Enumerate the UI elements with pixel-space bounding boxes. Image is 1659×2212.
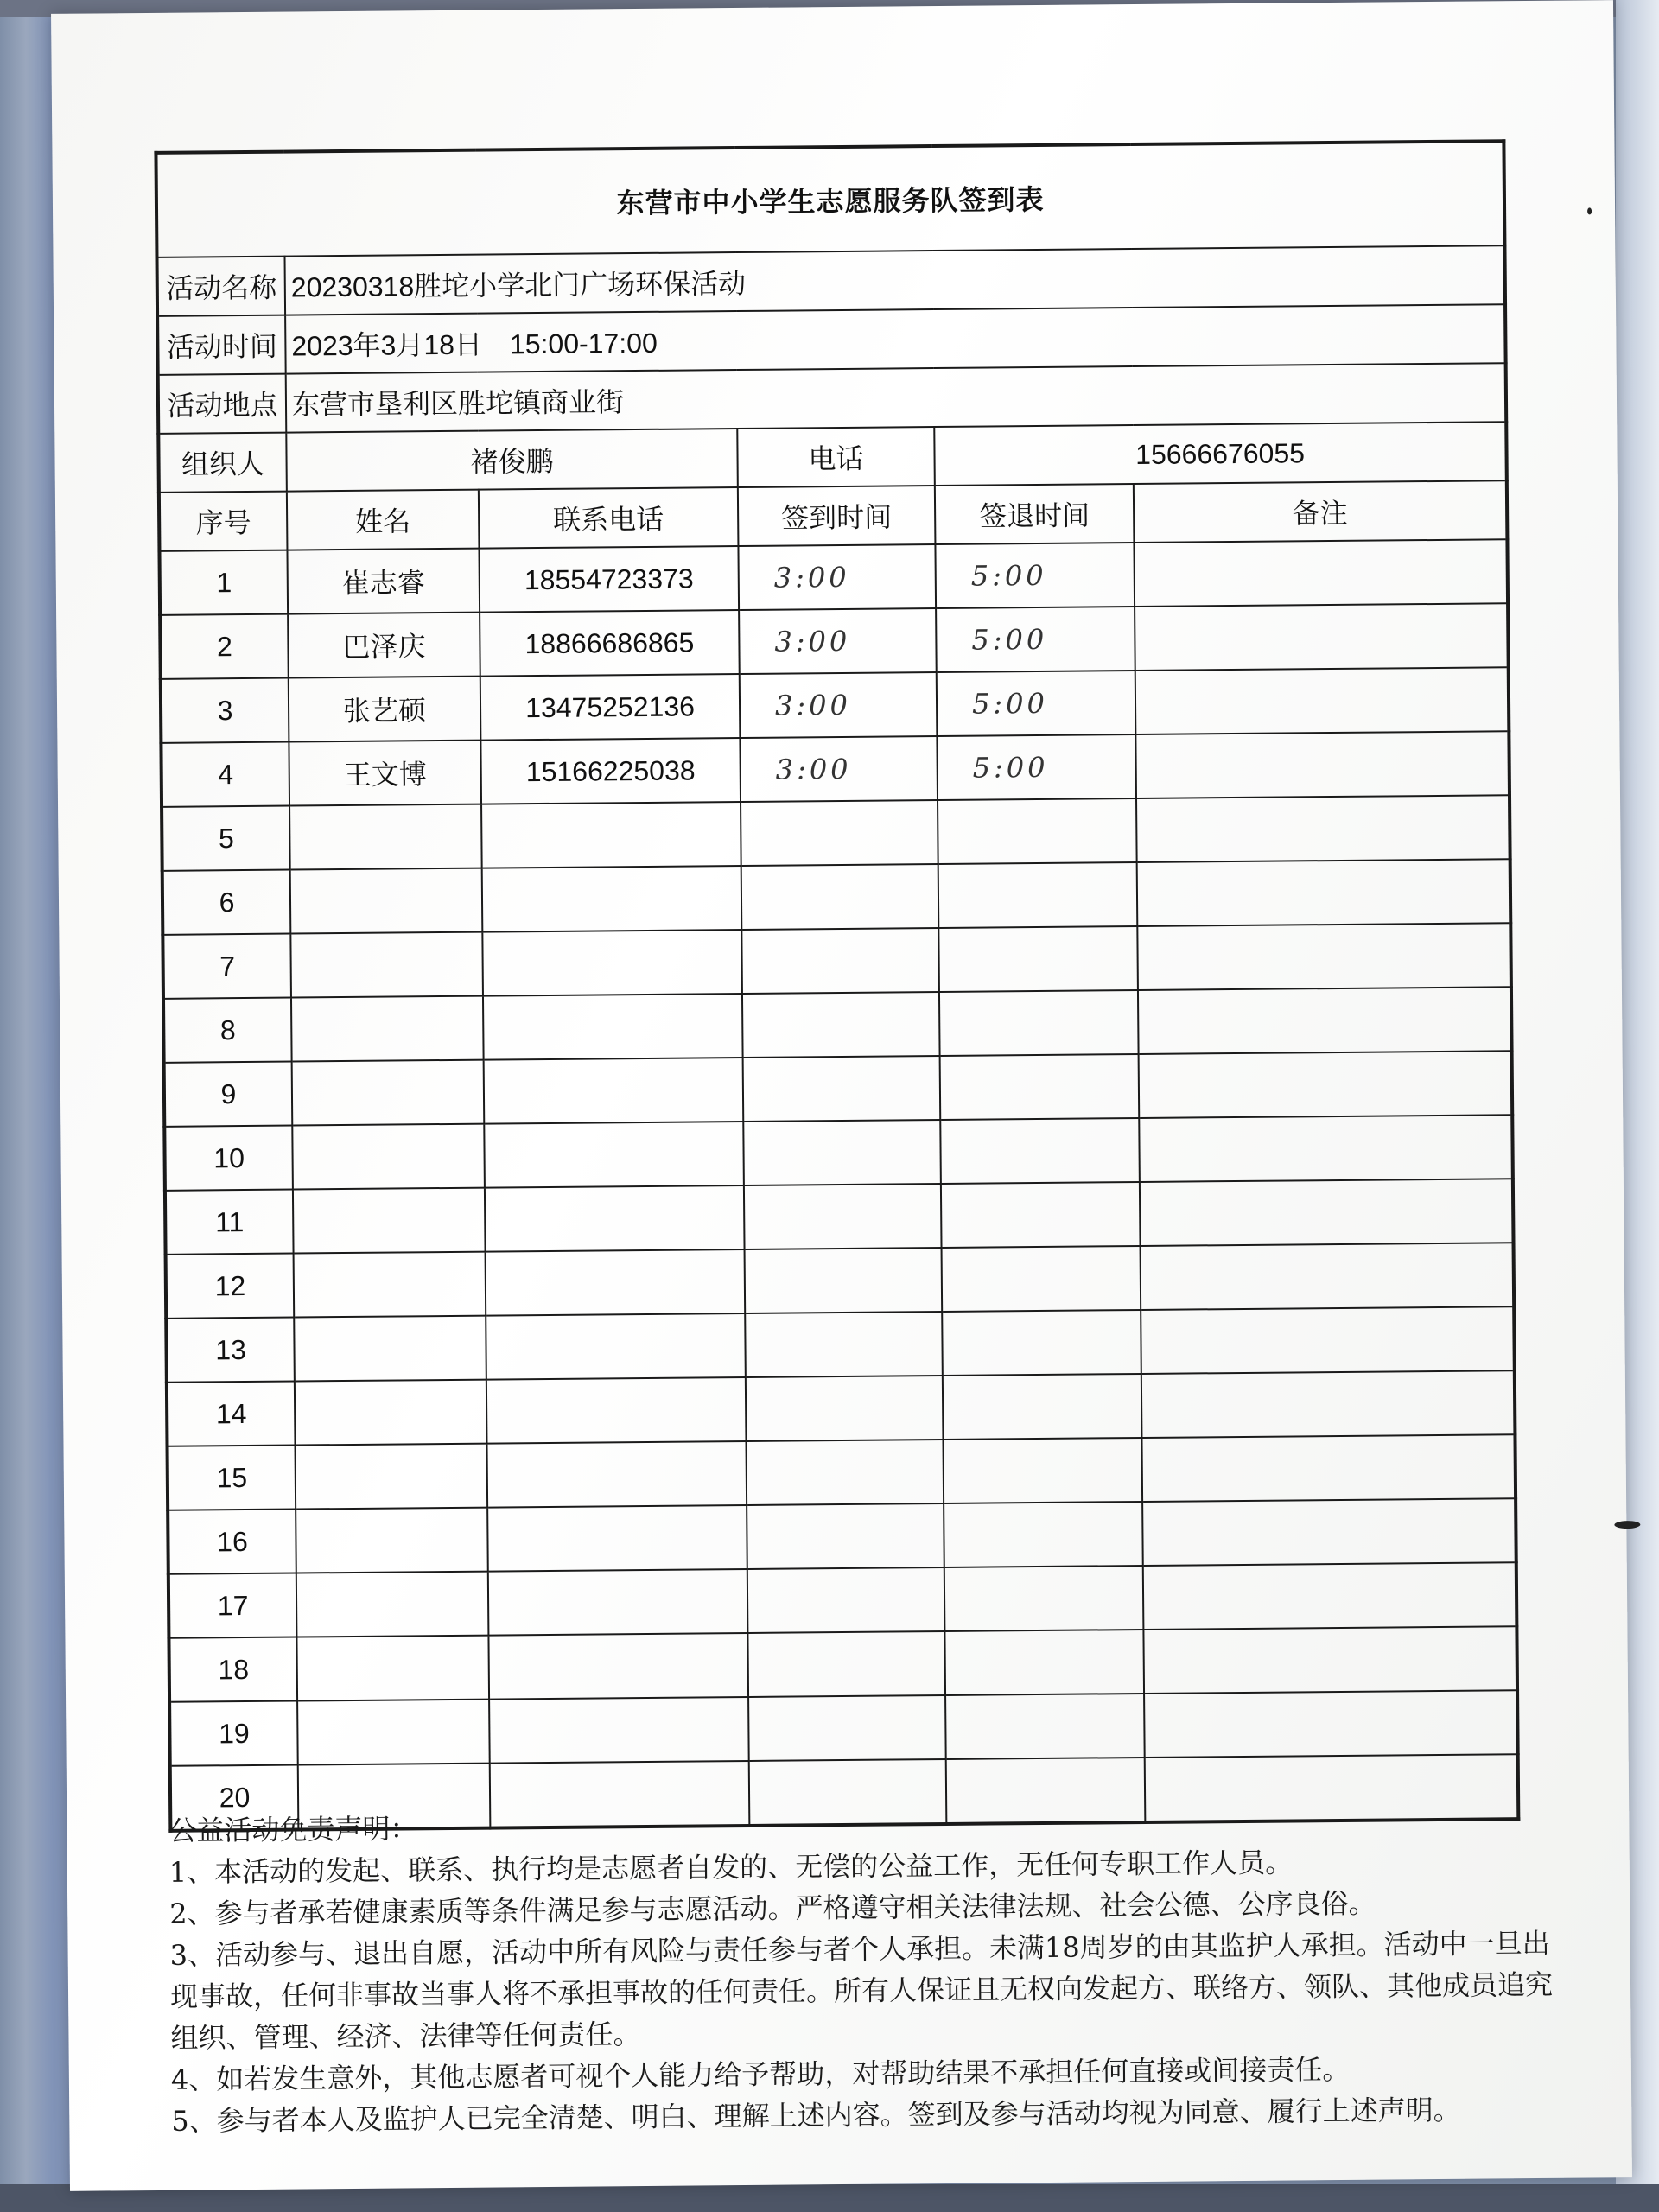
sign-in-time xyxy=(747,1567,945,1633)
sign-out-time xyxy=(942,1246,1141,1312)
disclaimer-item-5: 5、参与者本人及监护人已完全清楚、明白、理解上述内容。签到及参与活动均视为同意、履行上述声明。 xyxy=(171,2093,1461,2138)
activity-name-value: 20230318胜坨小学北门广场环保活动 xyxy=(284,245,1505,315)
column-header-sign-out: 签退时间 xyxy=(935,484,1135,544)
remark xyxy=(1141,1434,1516,1502)
remark xyxy=(1141,1306,1515,1374)
sign-in-time xyxy=(743,1056,941,1122)
remark xyxy=(1139,1115,1513,1182)
sign-in-time xyxy=(745,1248,943,1313)
phone-label: 电话 xyxy=(737,427,935,487)
sign-out-time xyxy=(938,862,1138,928)
row-number: 6 xyxy=(162,870,291,935)
activity-place-value: 东营市垦利区胜坨镇商业街 xyxy=(286,363,1507,432)
row-number: 13 xyxy=(166,1318,295,1382)
sign-in-time xyxy=(742,992,940,1058)
sign-in-time xyxy=(745,1312,943,1377)
activity-time-label: 活动时间 xyxy=(157,315,286,375)
volunteer-phone xyxy=(486,1249,746,1316)
table-row xyxy=(161,731,1510,807)
table-row xyxy=(164,1051,1513,1127)
sign-in-time xyxy=(744,1184,942,1249)
disclaimer-item-4: 4、如若发生意外，其他志愿者可视个人能力给予帮助，对帮助结果不承担任何直接或间接责任。 xyxy=(170,2052,1351,2096)
row-number: 9 xyxy=(164,1062,293,1127)
volunteer-name xyxy=(296,1572,489,1637)
column-header-name: 姓名 xyxy=(287,490,480,550)
sign-in-form xyxy=(154,139,1516,1833)
row-number: 14 xyxy=(167,1382,296,1446)
volunteer-name xyxy=(296,1508,488,1573)
table-row xyxy=(162,923,1511,999)
table-row xyxy=(169,1690,1518,1766)
volunteer-phone xyxy=(486,1313,746,1380)
paper-sheet xyxy=(51,0,1632,2191)
row-number: 3 xyxy=(161,678,289,743)
remark xyxy=(1135,603,1509,671)
sign-out-time xyxy=(940,1118,1140,1184)
volunteer-phone: 18866686865 xyxy=(480,610,740,677)
volunteer-name: 张艺硕 xyxy=(289,677,481,742)
disclaimer-item-1: 1、本活动的发起、联系、执行均是志愿者自发的、无偿的公益工作，无任何专职工作人员。 xyxy=(168,1846,1294,1889)
sign-in-time xyxy=(746,1376,944,1441)
sign-in-time xyxy=(747,1503,944,1569)
volunteer-name xyxy=(290,868,483,934)
sign-in-time xyxy=(747,1631,945,1697)
row-number: 7 xyxy=(162,934,291,999)
volunteer-name xyxy=(290,932,483,998)
paper-speck xyxy=(1587,207,1592,214)
remark xyxy=(1138,987,1512,1054)
organizer-phone-value: 15666676055 xyxy=(934,422,1507,486)
table-row xyxy=(168,1562,1517,1638)
volunteer-phone: 15166225038 xyxy=(480,738,741,804)
volunteer-phone xyxy=(486,1377,747,1444)
volunteer-phone xyxy=(485,1185,745,1252)
table-row xyxy=(163,987,1512,1063)
remark xyxy=(1143,1626,1517,1694)
sign-out-time: 5:00 xyxy=(937,671,1136,736)
column-header-phone: 联系电话 xyxy=(479,487,739,549)
sign-out-time: 5:00 xyxy=(936,607,1135,672)
organizer-value: 褚俊鹏 xyxy=(286,429,738,492)
row-number: 15 xyxy=(168,1446,296,1510)
volunteer-name xyxy=(294,1316,486,1382)
sign-out-time xyxy=(944,1502,1143,1567)
sign-out-time xyxy=(943,1438,1142,1503)
volunteer-phone xyxy=(488,1569,748,1636)
row-number: 10 xyxy=(164,1126,293,1191)
organizer-label: 组织人 xyxy=(158,433,287,493)
sign-in-time: 3:00 xyxy=(738,544,936,610)
volunteer-phone xyxy=(487,1505,747,1572)
sign-out-time xyxy=(943,1374,1142,1440)
table-row xyxy=(160,603,1509,679)
remark xyxy=(1137,859,1511,926)
table-row xyxy=(164,1115,1513,1191)
sign-in-time xyxy=(746,1440,944,1505)
table-row xyxy=(168,1498,1516,1574)
remark xyxy=(1135,731,1510,798)
sign-out-time: 5:00 xyxy=(935,543,1135,608)
activity-name-label: 活动名称 xyxy=(157,257,286,316)
remark xyxy=(1140,1179,1514,1246)
activity-time-value: 2023年3月18日 15:00-17:00 xyxy=(285,304,1506,373)
volunteer-name xyxy=(291,996,484,1062)
volunteer-phone xyxy=(484,1058,744,1124)
volunteer-name xyxy=(292,1060,485,1126)
sign-out-time xyxy=(942,1310,1141,1376)
form-title: 东营市中小学生志愿服务队签到表 xyxy=(156,141,1504,257)
row-number: 2 xyxy=(160,614,289,679)
table-row xyxy=(162,859,1511,935)
volunteer-phone xyxy=(482,866,742,932)
column-header-sign-in: 签到时间 xyxy=(738,486,936,546)
volunteer-name xyxy=(296,1444,488,1510)
volunteer-name: 崔志睿 xyxy=(287,549,480,614)
sign-out-time: 5:00 xyxy=(937,734,1136,800)
row-number: 5 xyxy=(162,806,290,871)
sign-out-time xyxy=(944,1566,1144,1631)
row-number: 1 xyxy=(159,550,288,615)
remark xyxy=(1141,1243,1515,1310)
row-number: 18 xyxy=(168,1637,297,1702)
volunteer-name: 巴泽庆 xyxy=(288,613,480,678)
table-row xyxy=(159,539,1508,615)
sign-out-time xyxy=(939,990,1139,1056)
sign-in-time xyxy=(741,928,939,994)
volunteer-phone xyxy=(483,994,743,1060)
sign-in-time xyxy=(748,1695,946,1761)
row-number: 19 xyxy=(169,1701,298,1766)
table-row xyxy=(166,1306,1515,1382)
row-number: 17 xyxy=(168,1573,297,1638)
sign-out-time xyxy=(944,1630,1144,1695)
sign-out-time xyxy=(938,798,1137,864)
remark xyxy=(1136,795,1510,862)
volunteer-phone xyxy=(482,930,742,996)
sign-out-time xyxy=(938,926,1138,992)
table-row xyxy=(167,1370,1516,1446)
volunteer-phone xyxy=(489,1697,749,1764)
volunteer-name xyxy=(295,1380,487,1446)
volunteer-name xyxy=(292,1124,485,1190)
remark xyxy=(1137,923,1511,990)
volunteer-name xyxy=(293,1188,486,1254)
sign-in-table xyxy=(154,139,1520,1833)
volunteer-name xyxy=(289,804,482,870)
volunteer-name: 王文博 xyxy=(289,741,481,806)
table-row xyxy=(168,1626,1517,1702)
sign-in-time: 3:00 xyxy=(740,672,938,738)
sign-in-time xyxy=(741,800,938,866)
row-number: 12 xyxy=(166,1254,295,1319)
disclaimer-title: 公益活动免责声明： xyxy=(168,1812,418,1847)
volunteer-phone: 13475252136 xyxy=(480,674,741,741)
table-row xyxy=(161,667,1510,743)
disclaimer-item-2: 2、参与者承若健康素质等条件满足参与志愿活动。严格遵守相关法律法规、社会公德、公序良俗。 xyxy=(169,1886,1376,1930)
volunteer-name xyxy=(297,1700,490,1765)
table-row xyxy=(166,1243,1515,1319)
disclaimer xyxy=(168,1798,1571,2142)
remark xyxy=(1143,1562,1517,1630)
sign-out-time xyxy=(941,1182,1141,1248)
remark xyxy=(1142,1498,1516,1566)
disclaimer-item-3: 3、活动参与、退出自愿，活动中所有风险与责任参与者个人承担。未满18周岁的由其监护人承担。活动中一旦出现事故，任何非事故当事人将不承担事故的任何责任。所有人保证且无权向发起方、联络方、领队、其他成员追究组织、管理、经济、法律等任何责任。 xyxy=(169,1926,1554,2055)
sign-in-time: 3:00 xyxy=(740,736,938,802)
column-header-note: 备注 xyxy=(1134,480,1508,543)
volunteer-phone xyxy=(481,802,741,868)
remark xyxy=(1144,1690,1518,1758)
sign-in-time: 3:00 xyxy=(739,608,937,674)
sign-out-time xyxy=(945,1694,1145,1759)
remark xyxy=(1139,1051,1513,1118)
row-number: 4 xyxy=(161,742,289,807)
table-row xyxy=(162,795,1510,871)
column-header-no: 序号 xyxy=(159,492,288,551)
row-number: 16 xyxy=(168,1510,296,1574)
row-number: 8 xyxy=(163,998,292,1063)
volunteer-phone xyxy=(486,1441,747,1508)
volunteer-phone xyxy=(484,1122,744,1188)
volunteer-name xyxy=(294,1252,486,1318)
volunteer-name xyxy=(296,1636,489,1701)
volunteer-phone: 18554723373 xyxy=(479,546,739,613)
remark xyxy=(1134,539,1508,607)
table-row xyxy=(165,1179,1514,1255)
remark xyxy=(1141,1370,1516,1438)
row-number: 20 xyxy=(170,1765,299,1831)
table-row xyxy=(168,1434,1516,1510)
row-number: 11 xyxy=(165,1190,294,1255)
sign-in-time xyxy=(743,1120,941,1185)
volunteer-phone xyxy=(488,1633,748,1700)
sign-in-time xyxy=(741,864,939,930)
sign-out-time xyxy=(940,1054,1140,1120)
activity-place-label: 活动地点 xyxy=(158,374,287,434)
remark xyxy=(1135,667,1510,734)
